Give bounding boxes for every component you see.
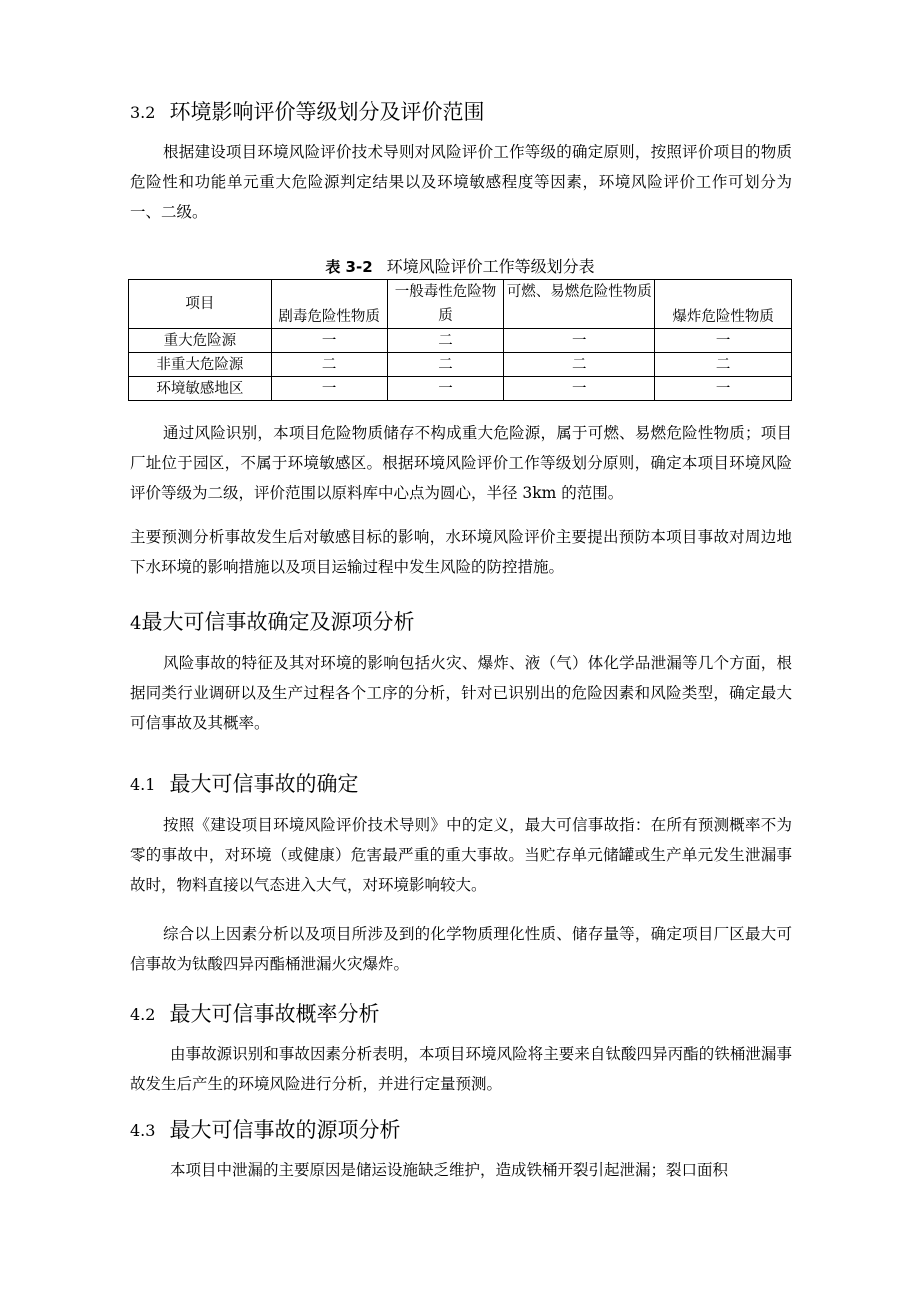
table-cell: 一 (504, 377, 655, 401)
table-cell: 二 (504, 353, 655, 377)
table-cell: 一 (387, 377, 504, 401)
section-heading-4-3 (130, 1117, 400, 1144)
section-title: 最大可信事故的确定 (169, 772, 359, 796)
table-row (129, 353, 792, 377)
paragraph: 主要预测分析事故发生后对敏感目标的影响，水环境风险评价主要提出预防本项目事故对周边地下水环境的影响措施以及项目运输过程中发生风险的防控措施。 (130, 528, 792, 576)
table-cell: 环境敏感地区 (129, 377, 272, 401)
section-title: 最大可信事故概率分析 (169, 1002, 380, 1026)
table-cell: 二 (387, 329, 504, 353)
paragraph: 通过风险识别，本项目危险物质储存不构成重大危险源，属于可燃、易燃危险性物质；项目厂址位于园区，不属于环境敏感区。根据环境风险评价工作等级划分原则，确定本项目环境风险评价等级为二级，评价范围以原料库中心点为圆心，半径 3km 的范围。 (130, 424, 792, 502)
header-cell: 项目 (129, 280, 272, 329)
section-title: 环境影响评价等级划分及评价范围 (169, 100, 485, 124)
section-title: 最大可信事故确定及源项分析 (141, 610, 415, 634)
paragraph: 风险事故的特征及其对环境的影响包括火灾、爆炸、液（气）体化学品泄漏等几个方面，根据同类行业调研以及生产过程各个工序的分析，针对已识别出的危险因素和风险类型，确定最大可信事故及其概率。 (130, 654, 792, 732)
header-cell: 一般毒性危险物质 (387, 280, 504, 329)
table-cell: 二 (655, 353, 792, 377)
header-cell: 爆炸危险性物质 (655, 280, 792, 329)
table-label: 表 3-2 (325, 258, 373, 276)
table-row (129, 329, 792, 353)
grade-table (128, 279, 792, 401)
section-heading-4 (130, 609, 414, 637)
paragraph: 本项目中泄漏的主要原因是储运设施缺乏维护，造成铁桶开裂引起泄漏；裂口面积 (170, 1161, 729, 1179)
section-heading-3-2 (130, 99, 484, 126)
table-cell: 一 (655, 377, 792, 401)
header-cell: 剧毒危险性物质 (271, 280, 387, 329)
header-cell: 可燃、易燃危险性物质 (504, 280, 655, 329)
table-cell: 一 (271, 329, 387, 353)
section-number: 4 (130, 613, 142, 634)
table-cell: 一 (655, 329, 792, 353)
paragraph: 综合以上因素分析以及项目所涉及到的化学物质理化性质、储存量等，确定项目厂区最大可信事故为钛酸四异丙酯桶泄漏火灾爆炸。 (130, 925, 792, 973)
paragraph: 根据建设项目环境风险评价技术导则对风险评价工作等级的确定原则，按照评价项目的物质危险性和功能单元重大危险源判定结果以及环境敏感程度等因素，环境风险评价工作可划分为一、二级。 (130, 143, 792, 221)
table-title: 环境风险评价工作等级划分表 (386, 257, 595, 276)
section-heading-4-2 (130, 1001, 379, 1028)
table-cell: 非重大危险源 (129, 353, 272, 377)
table-cell: 二 (387, 353, 504, 377)
paragraph: 按照《建设项目环境风险评价技术导则》中的定义，最大可信事故指：在所有预测概率不为零的事故中，对环境（或健康）危害最严重的重大事故。当贮存单元储罐或生产单元发生泄漏事故时，物料直接以气态进入大气，对环境影响较大。 (130, 816, 792, 894)
table-header-row (129, 280, 792, 329)
table-row (129, 377, 792, 401)
section-number: 3.2 (130, 103, 156, 122)
table-cell: 二 (271, 353, 387, 377)
section-number: 4.2 (130, 1005, 156, 1024)
section-number: 4.3 (130, 1121, 156, 1140)
table-cell: 一 (504, 329, 655, 353)
section-heading-4-1 (130, 771, 358, 798)
section-number: 4.1 (130, 775, 156, 794)
table-cell: 一 (271, 377, 387, 401)
section-title: 最大可信事故的源项分析 (169, 1118, 401, 1142)
paragraph: 由事故源识别和事故因素分析表明，本项目环境风险将主要来自钛酸四异丙酯的铁桶泄漏事故发生后产生的环境风险进行分析，并进行定量预测。 (130, 1045, 792, 1093)
table-caption (0, 256, 920, 278)
table-cell: 重大危险源 (129, 329, 272, 353)
